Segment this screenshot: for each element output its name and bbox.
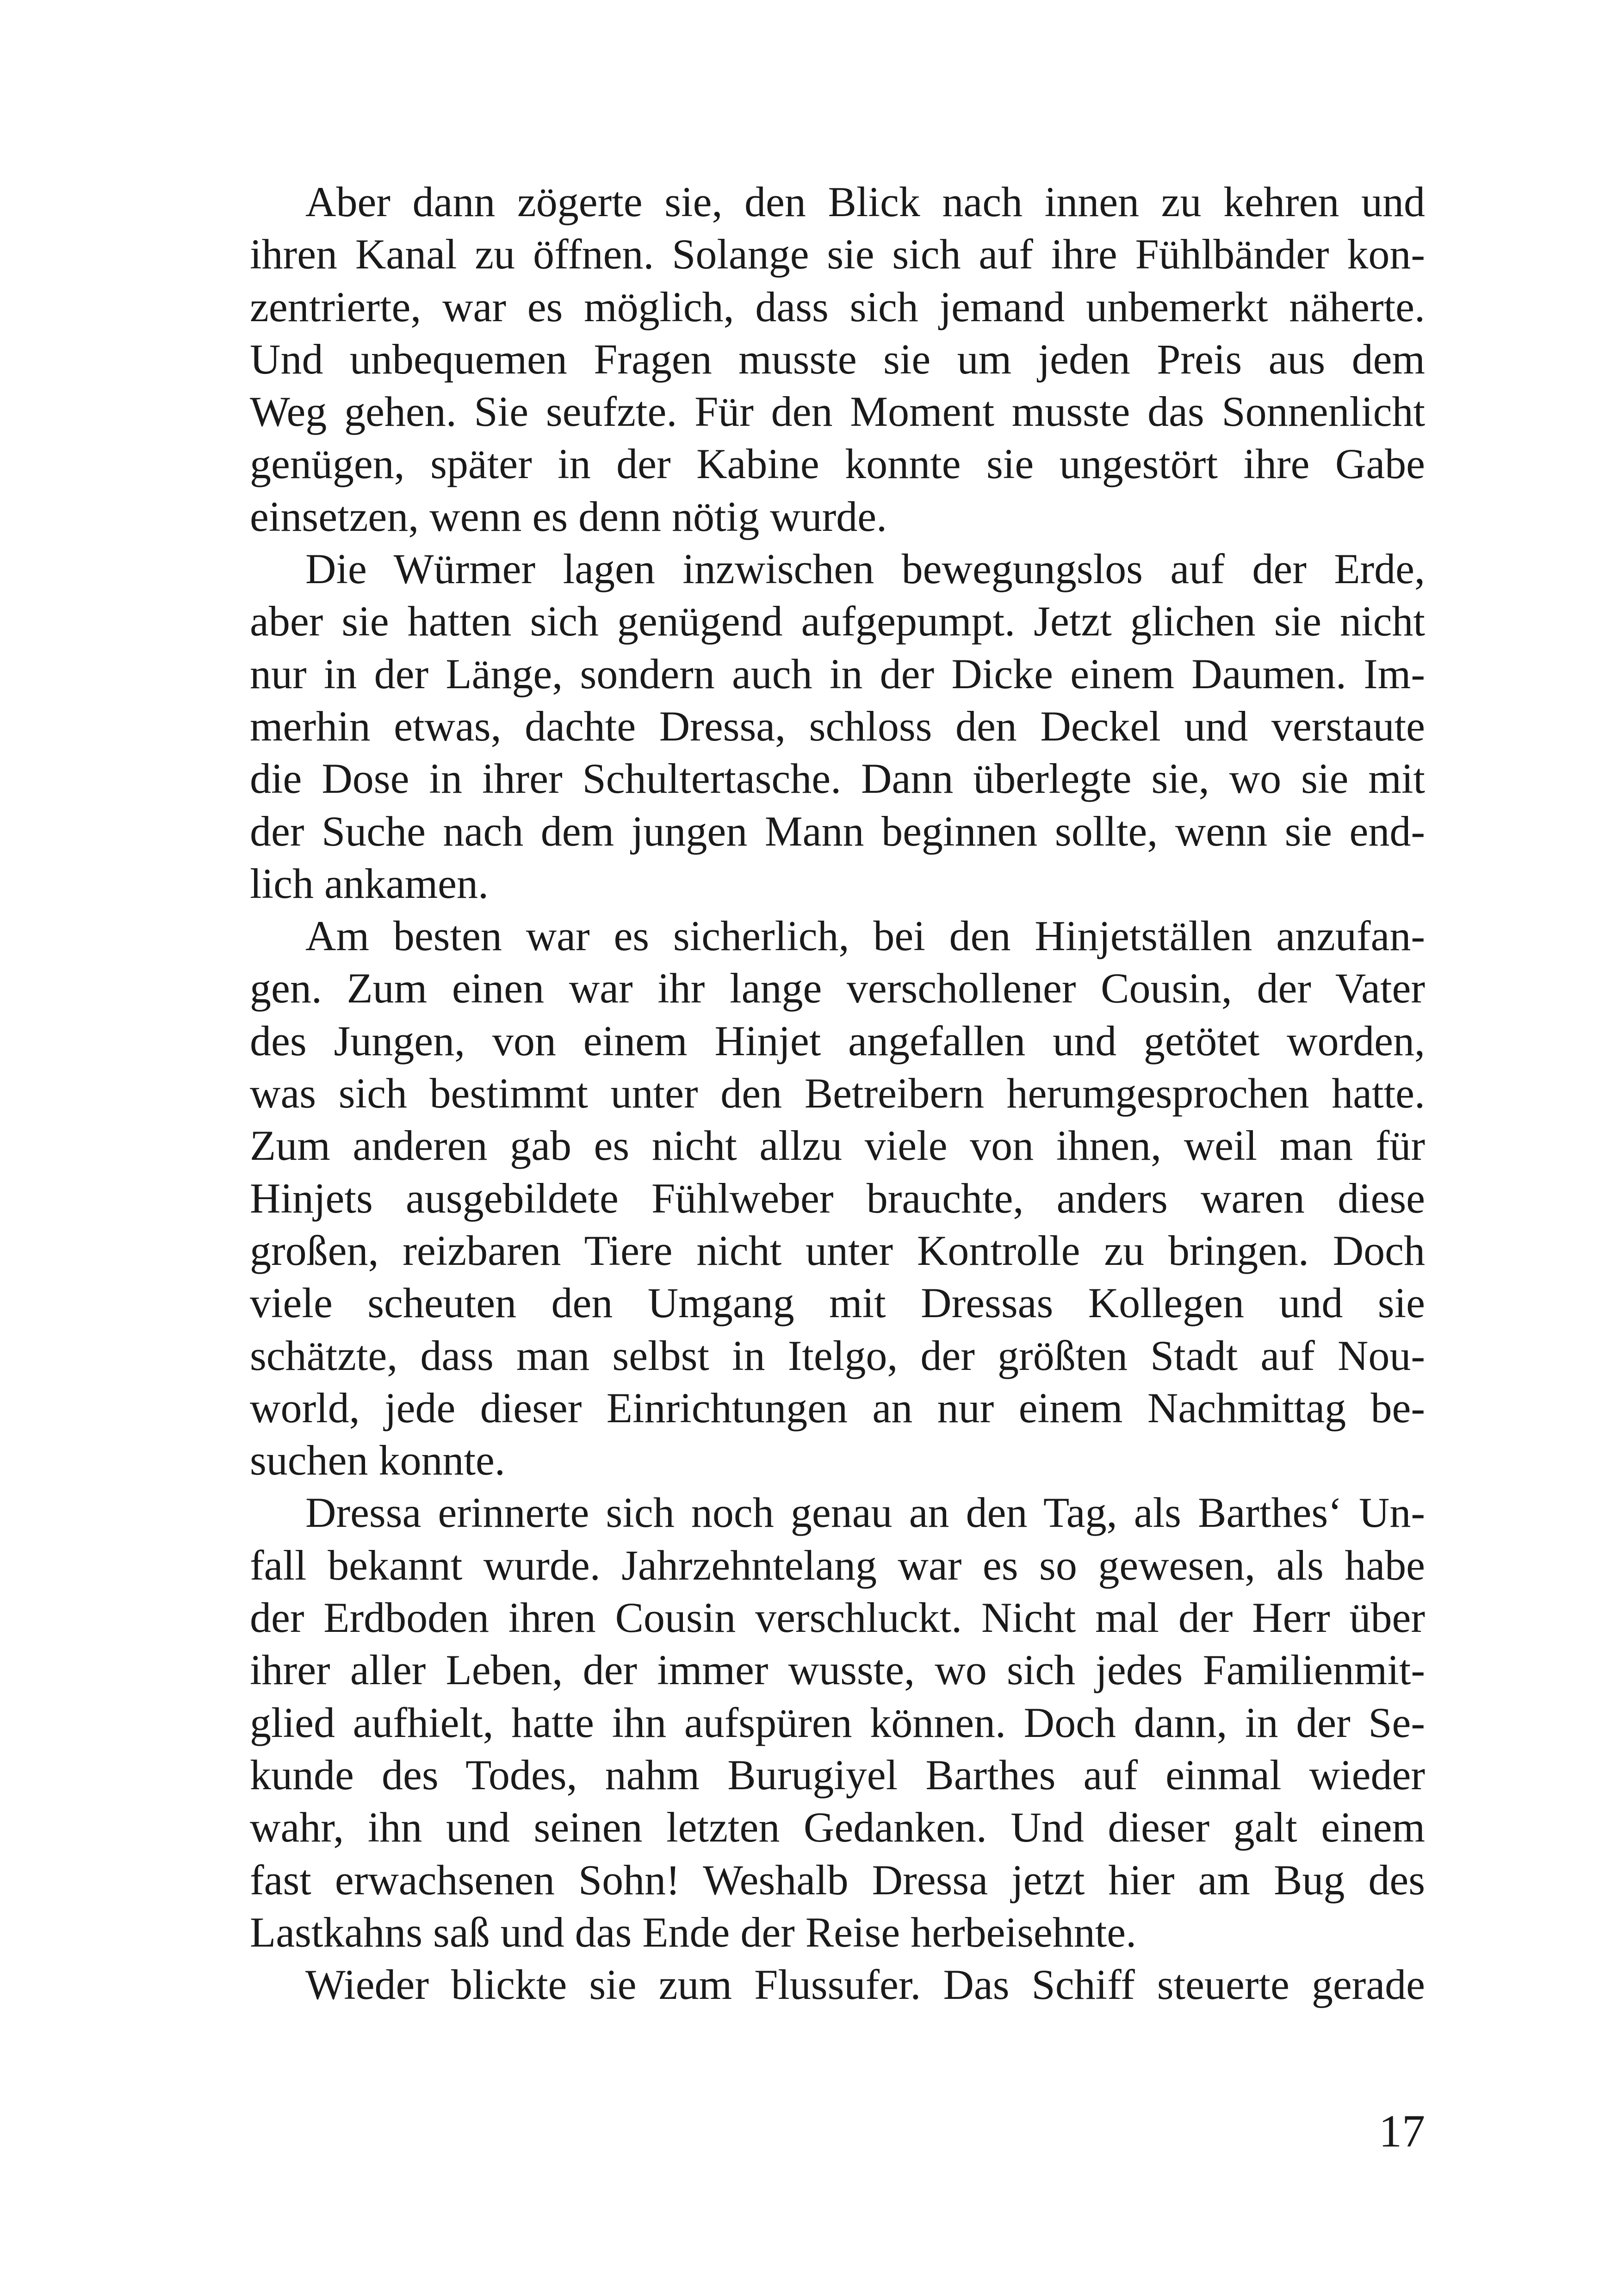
text-line: lich ankamen. [250, 859, 489, 907]
text-line: fall bekannt wurde. Jahrzehntelang war es so gewesen, als habe [250, 1541, 1425, 1589]
text-line: Weg gehen. Sie seufzte. Für den Moment musste das Sonnenlicht [250, 388, 1425, 436]
text-line: fast erwachsenen Sohn! Weshalb Dressa jetzt hier am Bug des [250, 1856, 1425, 1904]
text-line: der Erdboden ihren Cousin verschluckt. Nicht mal der Herr über [250, 1594, 1425, 1642]
text-line: Lastkahns saß und das Ende der Reise herbeisehnte. [250, 1908, 1137, 1956]
text-line: genügen, später in der Kabine konnte sie ungestört ihre Gabe [250, 440, 1425, 488]
text-line: gen. Zum einen war ihr lange verschollener Cousin, der Vater [250, 964, 1425, 1012]
text-line: merhin etwas, dachte Dressa, schloss den Deckel und verstaute [250, 702, 1425, 750]
text-line: zentrierte, war es möglich, dass sich jemand unbemerkt näherte. [250, 283, 1425, 330]
text-line: suchen konnte. [250, 1437, 505, 1484]
text-line: world, jede dieser Einrichtungen an nur einem Nachmittag be- [250, 1384, 1425, 1431]
body-text [250, 176, 1425, 2011]
text-line: ihrer aller Leben, der immer wusste, wo sich jedes Familienmit- [250, 1646, 1425, 1694]
page-number: 17 [1379, 2105, 1425, 2157]
text-line: Hinjets ausgebildete Fühlweber brauchte, anders waren diese [250, 1174, 1425, 1222]
text-line: einsetzen, wenn es denn nötig wurde. [250, 492, 887, 540]
text-line: kunde des Todes, nahm Burugiyel Barthes auf einmal wieder [250, 1751, 1425, 1798]
text-line: ihren Kanal zu öffnen. Solange sie sich auf ihre Fühlbänder kon- [250, 230, 1425, 278]
text-line: großen, reizbaren Tiere nicht unter Kontrolle zu bringen. Doch [250, 1226, 1425, 1274]
text-line: des Jungen, von einem Hinjet angefallen und getötet worden, [250, 1017, 1425, 1064]
text-line: Und unbequemen Fragen musste sie um jeden Preis aus dem [250, 335, 1425, 383]
text-line: Zum anderen gab es nicht allzu viele von ihnen, weil man für [250, 1122, 1425, 1170]
text-line: die Dose in ihrer Schultertasche. Dann überlegte sie, wo sie mit [250, 755, 1425, 803]
text-line: aber sie hatten sich genügend aufgepumpt. Jetzt glichen sie nicht [250, 597, 1425, 645]
text-line: Wieder blickte sie zum Flussufer. Das Schiff steuerte gerade [305, 1961, 1425, 2009]
text-line: der Suche nach dem jungen Mann beginnen sollte, wenn sie end- [250, 807, 1425, 855]
text-line: Dressa erinnerte sich noch genau an den Tag, als Barthes‘ Un- [305, 1489, 1425, 1537]
text-line: Aber dann zögerte sie, den Blick nach innen zu kehren und [305, 178, 1425, 225]
text-line: Am besten war es sicherlich, bei den Hinjetställen anzufan- [305, 912, 1425, 960]
text-line: schätzte, dass man selbst in Itelgo, der größten Stadt auf Nou- [250, 1332, 1425, 1379]
text-line: nur in der Länge, sondern auch in der Dicke einem Daumen. Im- [250, 650, 1425, 697]
text-line: was sich bestimmt unter den Betreibern herumgesprochen hatte. [250, 1070, 1425, 1117]
text-line: glied aufhielt, hatte ihn aufspüren können. Doch dann, in der Se- [250, 1699, 1425, 1746]
text-line: viele scheuten den Umgang mit Dressas Kollegen und sie [250, 1279, 1425, 1327]
text-line: Die Würmer lagen inzwischen bewegungslos auf der Erde, [305, 545, 1425, 593]
text-line: wahr, ihn und seinen letzten Gedanken. Und dieser galt einem [250, 1804, 1425, 1851]
